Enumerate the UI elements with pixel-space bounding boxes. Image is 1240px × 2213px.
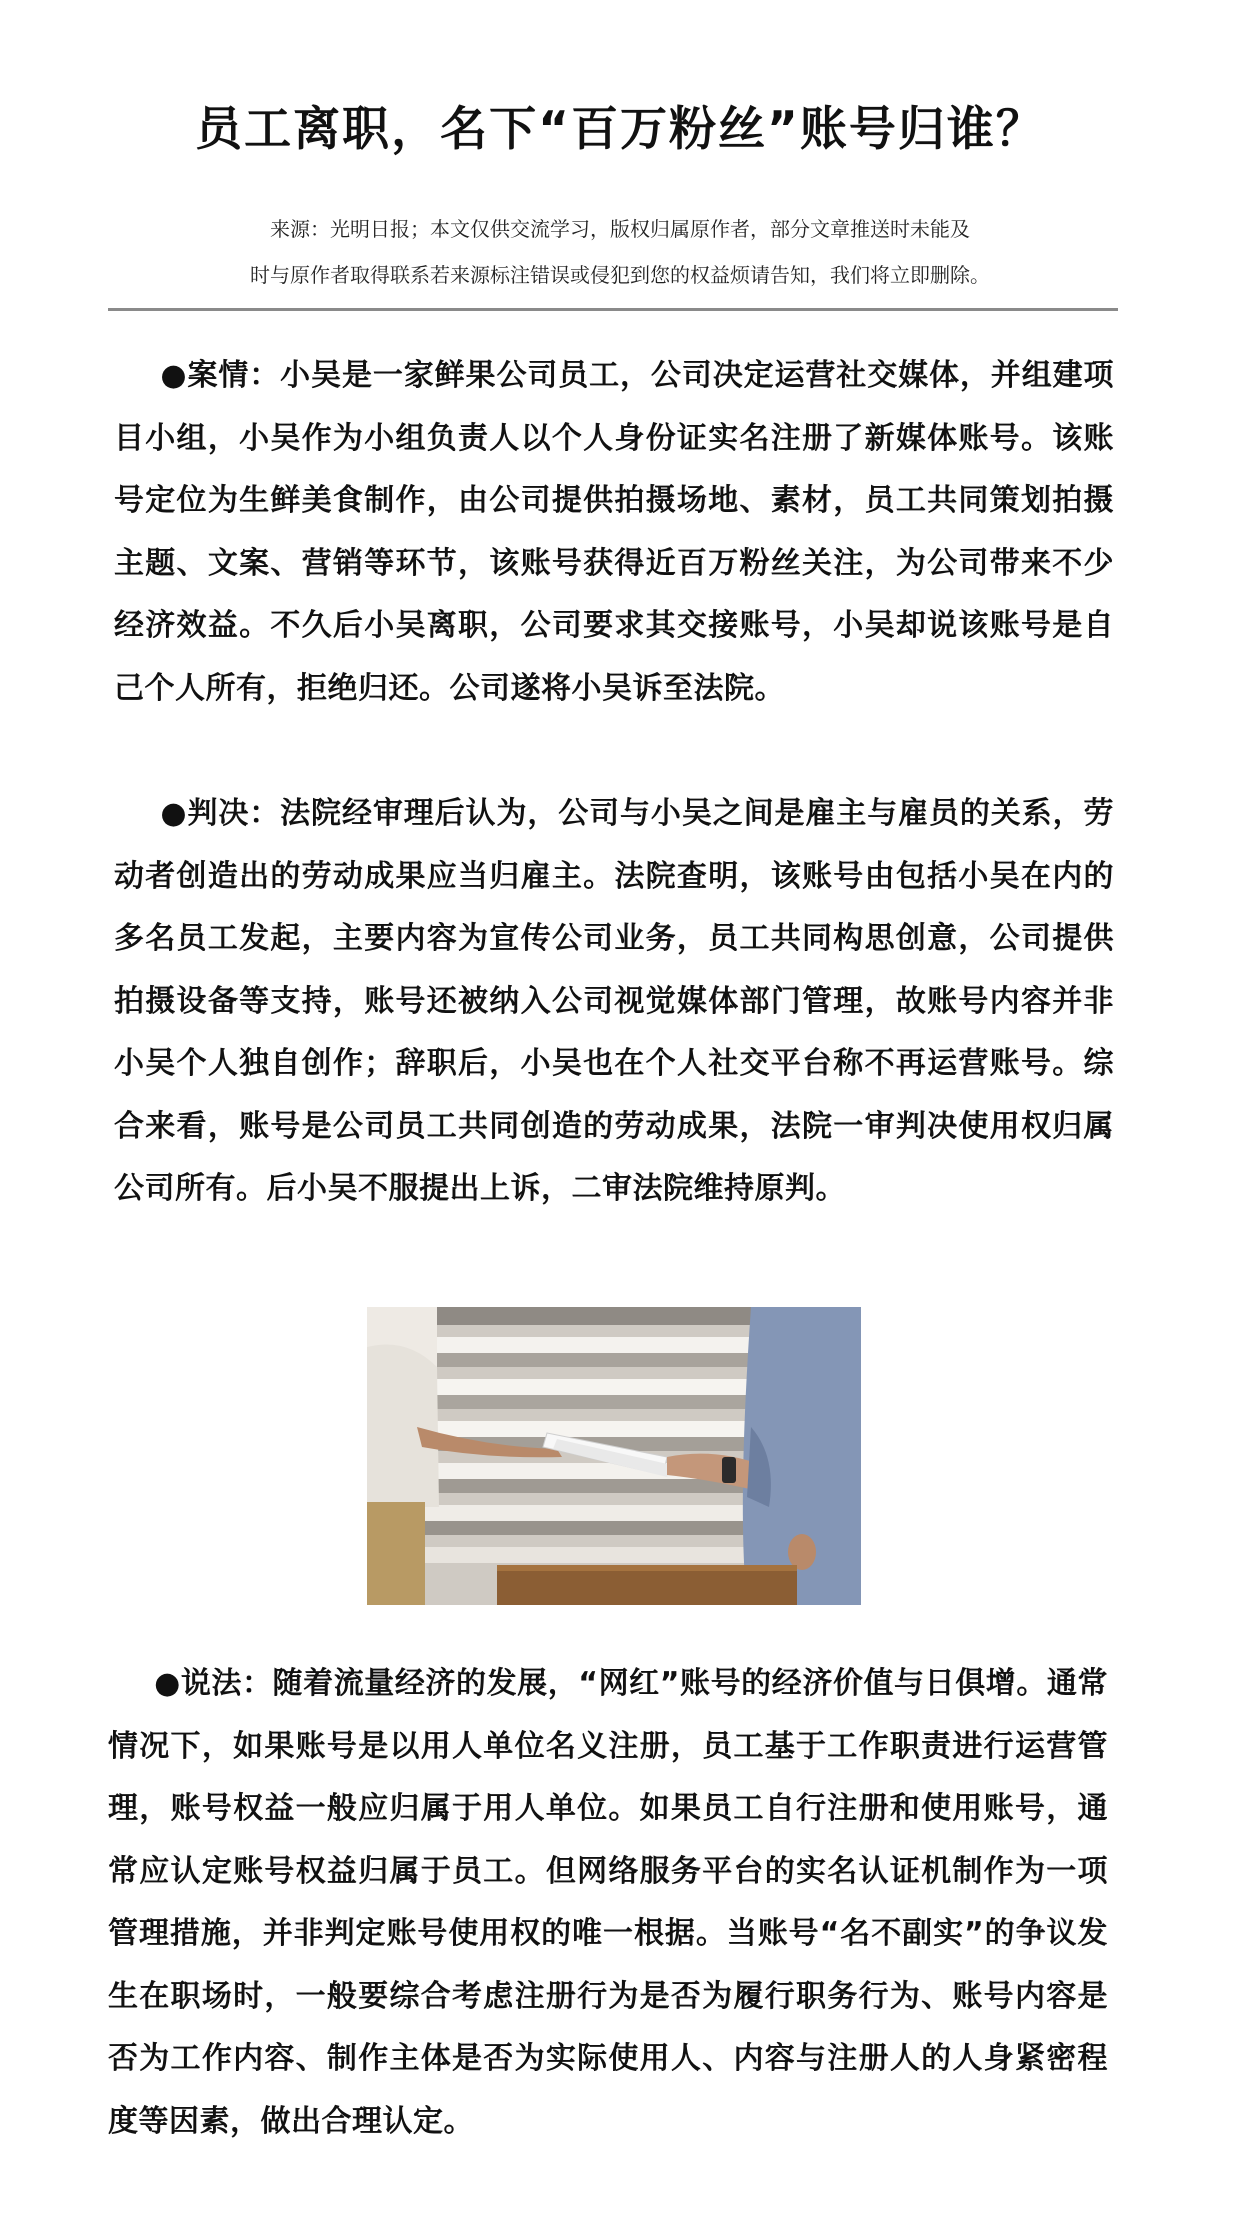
article-title: 员工离职，名下“百万粉丝”账号归谁？ — [195, 102, 1045, 157]
ruling-paragraph — [114, 783, 1114, 1221]
case-paragraph — [114, 345, 1114, 720]
source-note-line-1: 来源：光明日报；本文仅供交流学习，版权归属原作者，部分文章推送时未能及 — [270, 217, 970, 241]
source-note — [110, 206, 1130, 298]
law-text: ●说法：随着流量经济的发展，“网红”账号的经济价值与日俱增。通常情况下，如果账号是以用人单位名义注册，员工基于工作职责进行运营管理，账号权益一般应归属于用人单位。如果员工自行注册和使用账号，通常应认定账号权益归属于员工。但网络服务平台的实名认证机制作为一项管理措施，并非判定账号使用权的唯一根据。当账号“名不副实”的争议发生在职场时，一般要综合考虑注册行为是否为履行职务行为、账号内容是否为工作内容、制作主体是否为实际使用人、内容与注册人的人身紧密程度等因素，做出合理认定。 — [108, 1666, 1108, 2139]
ruling-text: ●判决：法院经审理后认为，公司与小吴之间是雇主与雇员的关系，劳动者创造出的劳动成果应当归雇主。法院查明，该账号由包括小吴在内的多名员工发起，主要内容为宣传公司业务，员工共同构思创意，公司提供拍摄设备等支持，账号还被纳入公司视觉媒体部门管理，故账号内容并非小吴个人独自创作；辞职后，小吴也在个人社交平台称不再运营账号。综合来看，账号是公司员工共同创造的劳动成果，法院一审判决使用权归属公司所有。后小吴不服提出上诉，二审法院维持原判。 — [114, 796, 1114, 1206]
case-text: ●案情：小吴是一家鲜果公司员工，公司决定运营社交媒体，并组建项目小组，小吴作为小组负责人以个人身份证实名注册了新媒体账号。该账号定位为生鲜美食制作，由公司提供拍摄场地、素材，员工共同策划拍摄主题、文案、营销等环节，该账号获得近百万粉丝关注，为公司带来不少经济效益。不久后小吴离职，公司要求其交接账号，小吴却说该账号是自己个人所有，拒绝归还。公司遂将小吴诉至法院。 — [114, 358, 1114, 706]
source-note-line-2: 时与原作者取得联系若来源标注错误或侵犯到您的权益烦请告知，我们将立即删除。 — [250, 263, 990, 287]
law-paragraph — [108, 1653, 1108, 2153]
divider — [108, 308, 1118, 311]
handover-photo — [367, 1307, 861, 1605]
